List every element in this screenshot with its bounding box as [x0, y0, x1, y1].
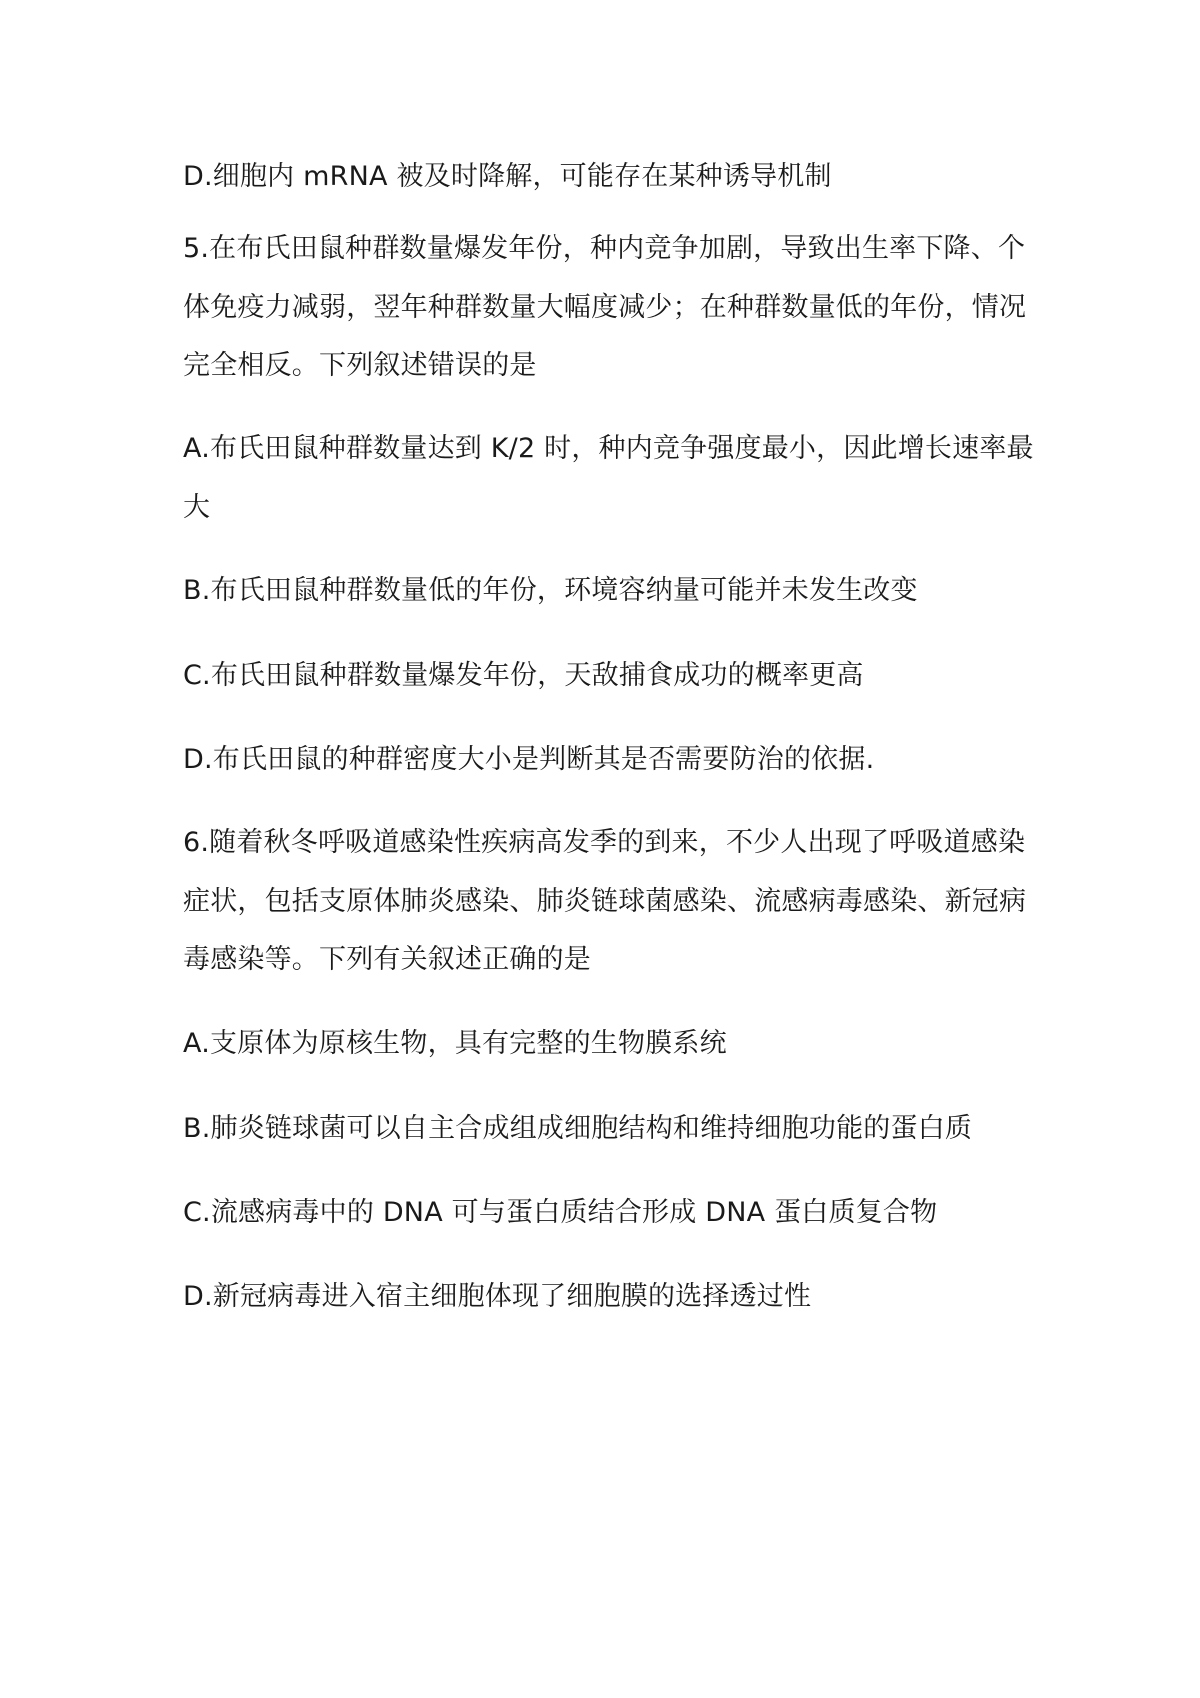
q5-stem-line-1: 5.在布氏田鼠种群数量爆发年份，种内竞争加剧，导致出生率下降、个: [183, 233, 1026, 264]
q6-stem-line-3: 毒感染等。下列有关叙述正确的是: [183, 944, 591, 975]
q6-stem-line-1: 6.随着秋冬呼吸道感染性疾病高发季的到来，不少人出现了呼吸道感染: [183, 827, 1026, 858]
q6-option-c: C.流感病毒中的 DNA 可与蛋白质结合形成 DNA 蛋白质复合物: [183, 1197, 938, 1228]
q5-option-b: B.布氏田鼠种群数量低的年份，环境容纳量可能并未发生改变: [183, 575, 918, 606]
q5-option-c: C.布氏田鼠种群数量爆发年份，天敌捕食成功的概率更高: [183, 660, 864, 691]
q5-option-d: D.布氏田鼠的种群密度大小是判断其是否需要防治的依据.: [183, 744, 875, 775]
q6-option-a: A.支原体为原核生物，具有完整的生物膜系统: [183, 1028, 727, 1059]
q5-option-a-line-1: A.布氏田鼠种群数量达到 K/2 时，种内竞争强度最小，因此增长速率最: [183, 433, 1034, 464]
q6-option-b: B.肺炎链球菌可以自主合成组成细胞结构和维持细胞功能的蛋白质: [183, 1113, 973, 1144]
q4-option-d: D.细胞内 mRNA 被及时降解，可能存在某种诱导机制: [183, 161, 832, 192]
q5-stem-line-2: 体免疫力减弱，翌年种群数量大幅度减少；在种群数量低的年份，情况: [183, 292, 1027, 323]
q6-option-d: D.新冠病毒进入宿主细胞体现了细胞膜的选择透过性: [183, 1281, 812, 1312]
q6-stem-line-2: 症状，包括支原体肺炎感染、肺炎链球菌感染、流感病毒感染、新冠病: [183, 886, 1027, 917]
q5-stem-line-3: 完全相反。下列叙述错误的是: [183, 350, 537, 381]
q5-option-a-line-2: 大: [183, 492, 211, 523]
